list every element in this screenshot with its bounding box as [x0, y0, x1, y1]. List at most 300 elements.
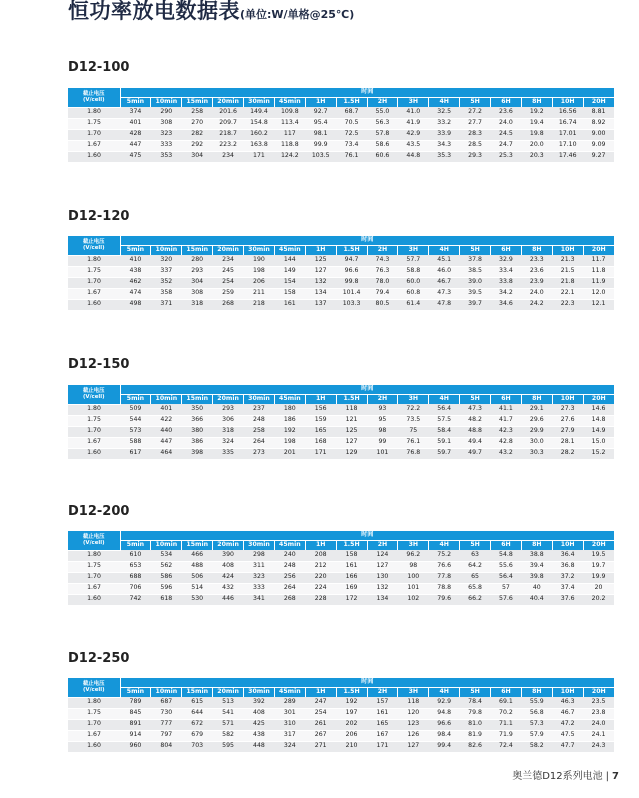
power-value-cell: 390 — [213, 550, 244, 561]
power-value-cell: 223.2 — [213, 140, 244, 151]
power-value-cell: 424 — [213, 572, 244, 583]
power-value-cell: 47.5 — [552, 730, 583, 741]
power-value-cell: 358 — [151, 288, 182, 299]
power-value-cell: 49.4 — [460, 437, 491, 448]
power-value-cell: 96.6 — [429, 719, 460, 730]
power-value-cell: 125 — [336, 426, 367, 437]
power-value-cell: 124 — [367, 550, 398, 561]
power-value-cell: 137 — [305, 299, 336, 310]
power-value-cell: 56.4 — [429, 404, 460, 415]
power-value-cell: 58.6 — [367, 140, 398, 151]
time-column-header: 6H — [491, 395, 522, 405]
power-value-cell: 293 — [213, 404, 244, 415]
power-value-cell: 71.1 — [491, 719, 522, 730]
time-column-header: 4H — [429, 541, 460, 551]
time-column-header: 15min — [182, 395, 213, 405]
time-column-header: 4H — [429, 246, 460, 256]
power-value-cell: 11.9 — [583, 277, 614, 288]
power-value-cell: 447 — [120, 140, 151, 151]
time-column-header: 5H — [460, 395, 491, 405]
power-value-cell: 595 — [213, 741, 244, 752]
cutoff-voltage-cell: 1.60 — [68, 594, 120, 605]
power-value-cell: 333 — [151, 140, 182, 151]
time-column-header: 30min — [244, 246, 275, 256]
power-value-cell: 169 — [336, 583, 367, 594]
power-value-cell: 27.6 — [552, 415, 583, 426]
time-column-header: 15min — [182, 688, 213, 698]
time-header: 时间 — [120, 678, 614, 688]
power-value-cell: 156 — [305, 404, 336, 415]
power-value-cell: 206 — [336, 730, 367, 741]
page-title-text: 恒功率放电数据表 — [68, 0, 240, 23]
power-value-cell: 960 — [120, 741, 151, 752]
time-column-header: 1.5H — [336, 98, 367, 108]
power-value-cell: 224 — [305, 583, 336, 594]
power-value-cell: 49.7 — [460, 448, 491, 459]
power-value-cell: 47.3 — [460, 404, 491, 415]
power-value-cell: 60.0 — [398, 277, 429, 288]
power-value-cell: 166 — [336, 572, 367, 583]
power-value-cell: 438 — [244, 730, 275, 741]
power-value-cell: 60.6 — [367, 151, 398, 162]
power-value-cell: 254 — [213, 277, 244, 288]
power-value-cell: 562 — [151, 561, 182, 572]
cutoff-voltage-cell: 1.70 — [68, 426, 120, 437]
power-value-cell: 37.2 — [552, 572, 583, 583]
power-value-cell: 72.2 — [398, 404, 429, 415]
time-column-header: 2H — [367, 541, 398, 551]
time-column-header: 6H — [491, 98, 522, 108]
table-row — [68, 129, 614, 140]
power-value-cell: 28.3 — [460, 129, 491, 140]
power-value-cell: 335 — [213, 448, 244, 459]
power-value-cell: 72.4 — [491, 741, 522, 752]
power-value-cell: 47.2 — [552, 719, 583, 730]
power-value-cell: 408 — [244, 708, 275, 719]
power-value-cell: 59.1 — [429, 437, 460, 448]
power-value-cell: 171 — [367, 741, 398, 752]
power-value-cell: 56.4 — [491, 572, 522, 583]
power-value-cell: 47.3 — [429, 288, 460, 299]
time-column-header: 20min — [213, 541, 244, 551]
time-column-header: 30min — [244, 541, 275, 551]
time-column-header: 10min — [151, 395, 182, 405]
power-value-cell: 125 — [305, 255, 336, 266]
power-value-cell: 69.1 — [491, 697, 522, 708]
power-value-cell: 61.4 — [398, 299, 429, 310]
power-value-cell: 80.5 — [367, 299, 398, 310]
power-value-cell: 268 — [274, 594, 305, 605]
power-value-cell: 254 — [305, 708, 336, 719]
discharge-table — [68, 531, 614, 606]
power-value-cell: 466 — [182, 550, 213, 561]
power-value-cell: 27.2 — [460, 107, 491, 118]
power-value-cell: 308 — [151, 118, 182, 129]
power-value-cell: 79.6 — [429, 594, 460, 605]
power-value-cell: 186 — [274, 415, 305, 426]
cutoff-voltage-cell: 1.80 — [68, 255, 120, 266]
time-column-header: 5H — [460, 246, 491, 256]
power-value-cell: 198 — [244, 266, 275, 277]
power-value-cell: 509 — [120, 404, 151, 415]
power-value-cell: 617 — [120, 448, 151, 459]
power-value-cell: 292 — [182, 140, 213, 151]
power-value-cell: 248 — [244, 415, 275, 426]
time-column-header: 3H — [398, 395, 429, 405]
time-column-header: 10min — [151, 98, 182, 108]
time-column-header: 30min — [244, 98, 275, 108]
power-value-cell: 101 — [398, 583, 429, 594]
cutoff-voltage-label: 截止电压 — [82, 239, 105, 246]
power-value-cell: 730 — [151, 708, 182, 719]
power-value-cell: 653 — [120, 561, 151, 572]
power-value-cell: 398 — [182, 448, 213, 459]
power-value-cell: 46.0 — [429, 266, 460, 277]
power-value-cell: 42.3 — [491, 426, 522, 437]
power-value-cell: 610 — [120, 550, 151, 561]
power-value-cell: 82.6 — [460, 741, 491, 752]
power-value-cell: 401 — [120, 118, 151, 129]
power-value-cell: 218.7 — [213, 129, 244, 140]
time-column-header: 30min — [244, 395, 275, 405]
power-value-cell: 34.3 — [429, 140, 460, 151]
power-value-cell: 46.7 — [429, 277, 460, 288]
power-value-cell: 38.5 — [460, 266, 491, 277]
power-value-cell: 58.8 — [398, 266, 429, 277]
power-value-cell: 103.3 — [336, 299, 367, 310]
power-value-cell: 23.3 — [521, 255, 552, 266]
power-value-cell: 66.2 — [460, 594, 491, 605]
power-value-cell: 259 — [213, 288, 244, 299]
power-value-cell: 96.6 — [336, 266, 367, 277]
power-value-cell: 41.9 — [398, 118, 429, 129]
power-value-cell: 210 — [336, 741, 367, 752]
power-value-cell: 298 — [244, 550, 275, 561]
time-column-header: 1H — [305, 688, 336, 698]
power-value-cell: 57.5 — [429, 415, 460, 426]
power-value-cell: 34.2 — [491, 288, 522, 299]
power-value-cell: 448 — [244, 741, 275, 752]
power-value-cell: 190 — [244, 255, 275, 266]
time-column-header: 20min — [213, 246, 244, 256]
power-value-cell: 475 — [120, 151, 151, 162]
power-value-cell: 530 — [182, 594, 213, 605]
power-value-cell: 310 — [274, 719, 305, 730]
power-value-cell: 121 — [336, 415, 367, 426]
power-value-cell: 212 — [305, 561, 336, 572]
cutoff-voltage-unit: (V/cell) — [82, 394, 105, 401]
table-row — [68, 107, 614, 118]
footer-series: 奥兰德D12系列电池 — [512, 771, 603, 782]
cutoff-voltage-label: 截止电压 — [82, 91, 105, 98]
time-column-header: 10H — [552, 541, 583, 551]
page-title — [68, 0, 354, 25]
power-value-cell: 333 — [244, 583, 275, 594]
power-value-cell: 118 — [336, 404, 367, 415]
model-heading: D12-150 — [68, 357, 130, 372]
power-value-cell: 39.4 — [521, 561, 552, 572]
time-column-header: 8H — [521, 395, 552, 405]
page-number: 7 — [612, 771, 619, 782]
time-column-header: 5min — [120, 395, 151, 405]
power-value-cell: 845 — [120, 708, 151, 719]
power-value-cell: 264 — [244, 437, 275, 448]
time-column-header: 1.5H — [336, 541, 367, 551]
power-value-cell: 586 — [151, 572, 182, 583]
power-value-cell: 42.9 — [398, 129, 429, 140]
power-value-cell: 48.8 — [460, 426, 491, 437]
power-value-cell: 544 — [120, 415, 151, 426]
power-value-cell: 78.8 — [429, 583, 460, 594]
table-row — [68, 277, 614, 288]
power-value-cell: 75 — [398, 426, 429, 437]
time-column-header: 20H — [583, 246, 614, 256]
power-value-cell: 8.92 — [583, 118, 614, 129]
cutoff-voltage-cell: 1.75 — [68, 708, 120, 719]
power-value-cell: 267 — [305, 730, 336, 741]
power-value-cell: 100 — [398, 572, 429, 583]
power-value-cell: 308 — [182, 288, 213, 299]
table-row — [68, 266, 614, 277]
power-value-cell: 99 — [367, 437, 398, 448]
power-value-cell: 234 — [213, 255, 244, 266]
time-column-header: 8H — [521, 688, 552, 698]
cutoff-voltage-cell: 1.75 — [68, 415, 120, 426]
power-value-cell: 68.7 — [336, 107, 367, 118]
power-value-cell: 158 — [274, 288, 305, 299]
cutoff-voltage-header — [68, 236, 120, 255]
time-column-header: 3H — [398, 688, 429, 698]
cutoff-voltage-unit: (V/cell) — [82, 540, 105, 547]
cutoff-voltage-unit: (V/cell) — [82, 97, 105, 104]
power-value-cell: 171 — [305, 448, 336, 459]
power-value-cell: 38.8 — [521, 550, 552, 561]
power-value-cell: 157 — [367, 697, 398, 708]
cutoff-voltage-cell: 1.60 — [68, 151, 120, 162]
power-value-cell: 23.8 — [583, 708, 614, 719]
power-value-cell: 27.9 — [552, 426, 583, 437]
power-value-cell: 74.3 — [367, 255, 398, 266]
table-row — [68, 437, 614, 448]
power-value-cell: 79.8 — [460, 708, 491, 719]
power-value-cell: 95.4 — [305, 118, 336, 129]
power-value-cell: 76.1 — [398, 437, 429, 448]
power-value-cell: 280 — [182, 255, 213, 266]
power-value-cell: 14.9 — [583, 426, 614, 437]
time-column-header: 45min — [274, 688, 305, 698]
power-value-cell: 306 — [213, 415, 244, 426]
power-value-cell: 70.5 — [336, 118, 367, 129]
power-value-cell: 29.9 — [521, 426, 552, 437]
time-column-header: 20min — [213, 688, 244, 698]
power-value-cell: 582 — [213, 730, 244, 741]
cutoff-voltage-header — [68, 531, 120, 550]
power-value-cell: 99.9 — [305, 140, 336, 151]
cutoff-voltage-cell: 1.75 — [68, 118, 120, 129]
cutoff-voltage-cell: 1.80 — [68, 107, 120, 118]
cutoff-voltage-cell: 1.67 — [68, 583, 120, 594]
table-row — [68, 404, 614, 415]
power-value-cell: 21.5 — [552, 266, 583, 277]
power-value-cell: 65.8 — [460, 583, 491, 594]
power-value-cell: 366 — [182, 415, 213, 426]
power-value-cell: 29.6 — [521, 415, 552, 426]
power-value-cell: 160.2 — [244, 129, 275, 140]
cutoff-voltage-cell: 1.80 — [68, 697, 120, 708]
power-value-cell: 317 — [274, 730, 305, 741]
time-column-header: 1.5H — [336, 246, 367, 256]
power-value-cell: 22.1 — [552, 288, 583, 299]
time-column-header: 10H — [552, 98, 583, 108]
power-value-cell: 45.1 — [429, 255, 460, 266]
power-value-cell: 163.8 — [244, 140, 275, 151]
power-value-cell: 48.2 — [460, 415, 491, 426]
power-value-cell: 304 — [182, 277, 213, 288]
power-value-cell: 33.2 — [429, 118, 460, 129]
time-column-header: 20H — [583, 395, 614, 405]
time-column-header: 10min — [151, 688, 182, 698]
power-value-cell: 28.2 — [552, 448, 583, 459]
power-value-cell: 32.9 — [491, 255, 522, 266]
time-column-header: 45min — [274, 246, 305, 256]
model-heading: D12-200 — [68, 504, 130, 519]
power-value-cell: 19.7 — [583, 561, 614, 572]
power-value-cell: 129 — [336, 448, 367, 459]
power-value-cell: 270 — [182, 118, 213, 129]
cutoff-voltage-cell: 1.60 — [68, 448, 120, 459]
power-value-cell: 29.1 — [521, 404, 552, 415]
cutoff-voltage-unit: (V/cell) — [82, 687, 105, 694]
table-row — [68, 140, 614, 151]
power-value-cell: 258 — [244, 426, 275, 437]
power-value-cell: 94.7 — [336, 255, 367, 266]
power-value-cell: 19.9 — [583, 572, 614, 583]
power-value-cell: 672 — [182, 719, 213, 730]
power-value-cell: 201 — [274, 448, 305, 459]
power-value-cell: 24.7 — [491, 140, 522, 151]
cutoff-voltage-cell: 1.67 — [68, 730, 120, 741]
power-value-cell: 165 — [305, 426, 336, 437]
power-value-cell: 258 — [182, 107, 213, 118]
power-value-cell: 94.8 — [429, 708, 460, 719]
power-value-cell: 12.0 — [583, 288, 614, 299]
power-value-cell: 144 — [274, 255, 305, 266]
power-value-cell: 408 — [213, 561, 244, 572]
power-value-cell: 24.2 — [521, 299, 552, 310]
time-column-header: 15min — [182, 541, 213, 551]
power-value-cell: 264 — [274, 583, 305, 594]
power-value-cell: 134 — [367, 594, 398, 605]
power-value-cell: 98 — [367, 426, 398, 437]
power-value-cell: 56.8 — [521, 708, 552, 719]
cutoff-voltage-cell: 1.70 — [68, 277, 120, 288]
power-value-cell: 401 — [151, 404, 182, 415]
power-value-cell: 29.3 — [460, 151, 491, 162]
power-value-cell: 73.5 — [398, 415, 429, 426]
power-value-cell: 9.27 — [583, 151, 614, 162]
power-value-cell: 192 — [336, 697, 367, 708]
cutoff-voltage-cell: 1.70 — [68, 129, 120, 140]
power-value-cell: 256 — [274, 572, 305, 583]
table-row — [68, 118, 614, 129]
table-row — [68, 708, 614, 719]
power-value-cell: 39.8 — [521, 572, 552, 583]
time-column-header: 5H — [460, 541, 491, 551]
page-title-unit: (单位:W/单格@25℃) — [240, 8, 355, 21]
power-value-cell: 371 — [151, 299, 182, 310]
power-value-cell: 446 — [213, 594, 244, 605]
power-value-cell: 23.6 — [521, 266, 552, 277]
power-value-cell: 35.3 — [429, 151, 460, 162]
power-value-cell: 687 — [151, 697, 182, 708]
table-row — [68, 719, 614, 730]
power-value-cell: 39.5 — [460, 288, 491, 299]
time-column-header: 6H — [491, 688, 522, 698]
power-value-cell: 39.7 — [460, 299, 491, 310]
power-value-cell: 425 — [244, 719, 275, 730]
power-value-cell: 615 — [182, 697, 213, 708]
table-row — [68, 415, 614, 426]
power-value-cell: 498 — [120, 299, 151, 310]
time-column-header: 1H — [305, 98, 336, 108]
power-value-cell: 120 — [398, 708, 429, 719]
power-value-cell: 54.8 — [491, 550, 522, 561]
time-column-header: 20H — [583, 688, 614, 698]
power-value-cell: 165 — [367, 719, 398, 730]
power-value-cell: 28.1 — [552, 437, 583, 448]
power-value-cell: 464 — [151, 448, 182, 459]
power-value-cell: 462 — [120, 277, 151, 288]
power-value-cell: 32.5 — [429, 107, 460, 118]
power-value-cell: 36.8 — [552, 561, 583, 572]
power-value-cell: 22.3 — [552, 299, 583, 310]
power-value-cell: 797 — [151, 730, 182, 741]
table-row — [68, 151, 614, 162]
power-value-cell: 337 — [151, 266, 182, 277]
table-row — [68, 448, 614, 459]
power-value-cell: 113.4 — [274, 118, 305, 129]
power-value-cell: 220 — [305, 572, 336, 583]
power-value-cell: 380 — [182, 426, 213, 437]
power-value-cell: 438 — [120, 266, 151, 277]
time-column-header: 5min — [120, 541, 151, 551]
power-value-cell: 167 — [367, 730, 398, 741]
power-value-cell: 323 — [244, 572, 275, 583]
power-value-cell: 134 — [305, 288, 336, 299]
power-value-cell: 268 — [213, 299, 244, 310]
power-value-cell: 76.6 — [429, 561, 460, 572]
power-value-cell: 197 — [336, 708, 367, 719]
power-value-cell: 171 — [244, 151, 275, 162]
power-value-cell: 293 — [182, 266, 213, 277]
power-value-cell: 804 — [151, 741, 182, 752]
power-value-cell: 19.4 — [521, 118, 552, 129]
power-value-cell: 79.4 — [367, 288, 398, 299]
time-column-header: 5min — [120, 246, 151, 256]
time-column-header: 10H — [552, 688, 583, 698]
table-row — [68, 594, 614, 605]
cutoff-voltage-cell: 1.75 — [68, 561, 120, 572]
power-value-cell: 488 — [182, 561, 213, 572]
power-value-cell: 245 — [213, 266, 244, 277]
power-value-cell: 126 — [398, 730, 429, 741]
power-value-cell: 14.6 — [583, 404, 614, 415]
power-value-cell: 92.7 — [305, 107, 336, 118]
power-value-cell: 474 — [120, 288, 151, 299]
discharge-table — [68, 678, 614, 753]
power-value-cell: 318 — [213, 426, 244, 437]
cutoff-voltage-cell: 1.60 — [68, 299, 120, 310]
